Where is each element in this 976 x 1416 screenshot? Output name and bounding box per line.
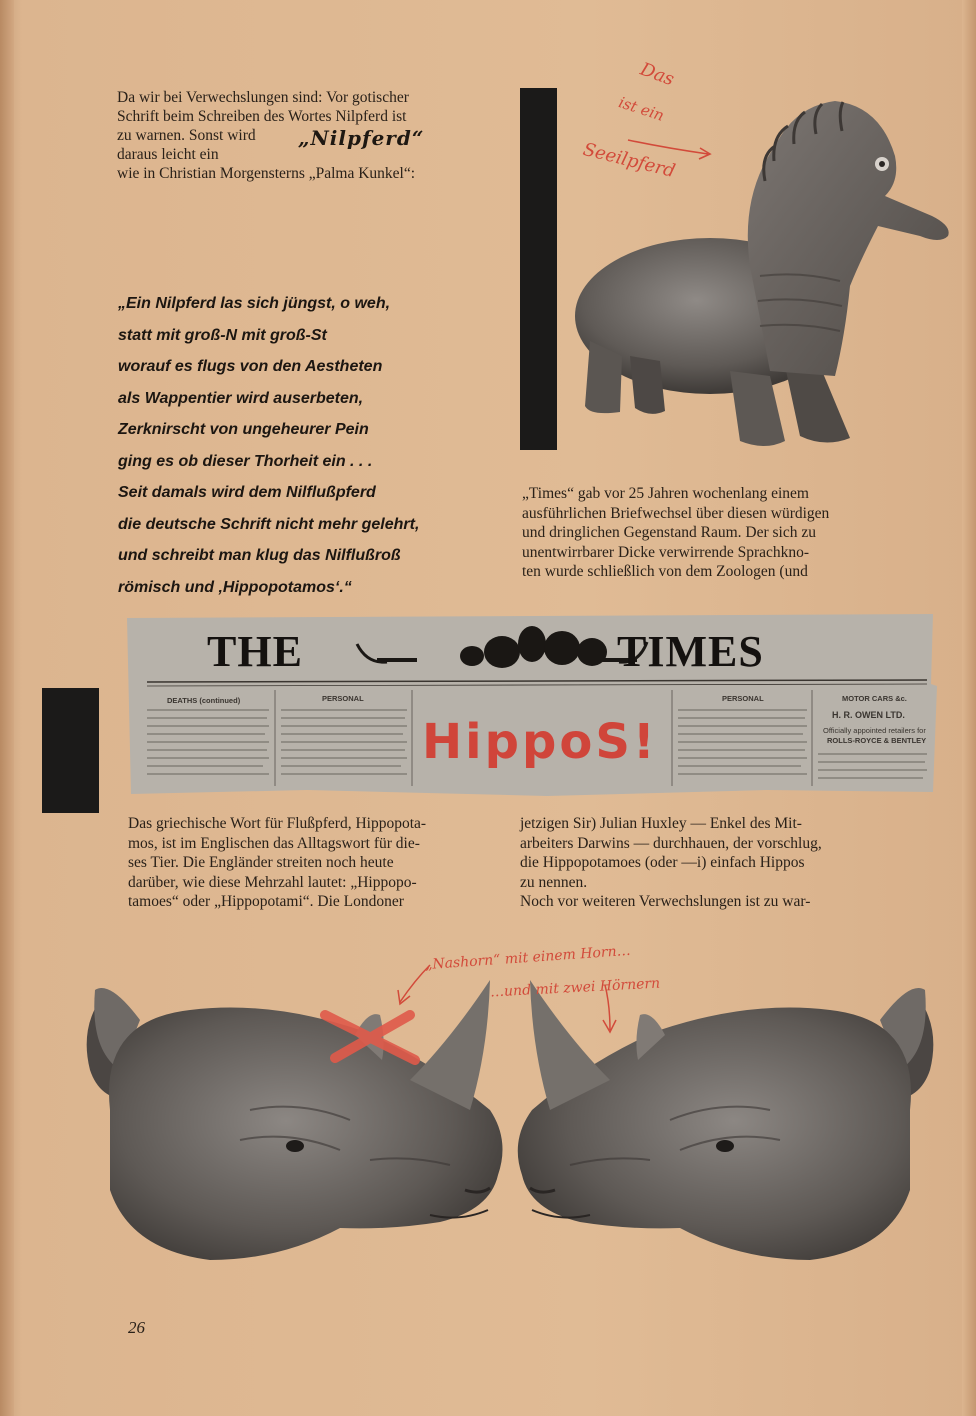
annotation-arrow [626,134,716,164]
poem-line: „Ein Nilpferd las sich jüngst, o weh, [118,295,391,312]
text-line: ausführlichen Briefwechsel über diesen würdigen [522,504,830,522]
intro-line: Schrift beim Schreiben des Wortes Nilpferd ist [117,108,407,125]
intro-line: wie in Christian Morgensterns „Palma Kunkel“: [117,165,416,182]
rhino-heads-photo [70,960,950,1270]
poem-line: und schreibt man klug das Nilflußroß [118,547,401,564]
owen-sub-label: Officially appointed retailers for [823,726,926,735]
page-edge-left [0,0,14,1416]
intro-line: Da wir bei Verwechslungen sind: Vor gotischer [117,89,409,106]
bottom-right-column-text [520,814,904,912]
annotation-line: Das [637,58,677,91]
seahorse-annotation [578,58,708,204]
poem-line: statt mit groß-N mit groß-St [118,326,327,344]
text-line: „Times“ gab vor 25 Jahren wochenlang einem [522,485,809,502]
rhino-two-horns [518,980,934,1260]
annotation-line: Seeilpferd [580,138,678,183]
page-edge-right [962,0,976,1416]
text-line: ses Tier. Die Engländer streiten noch heute [128,854,394,871]
bottom-left-column-text [128,814,502,912]
poem-line: römisch und ‚Hippopotamos‘.“ [118,578,352,596]
personal-label: PERSONAL [722,694,764,703]
motor-cars-label: MOTOR CARS &c. [842,694,907,703]
hippos-headline: HippoS! [422,714,658,770]
times-newspaper-clipping [127,614,937,796]
text-line: ten wurde schließlich von dem Zoologen (und [522,563,808,580]
rhino-one-horn [87,980,503,1260]
page-number: 26 [128,1318,145,1337]
right-column-text [522,484,904,582]
times-title-right: TIMES [617,627,764,676]
poem-line: Seit damals wird dem Nilflußpferd [118,484,376,501]
deaths-label: DEATHS (continued) [167,696,241,705]
text-line: unentwirrbarer Dicke verwirrende Sprachkno- [522,543,810,561]
text-line: Noch vor weiteren Verwechslungen ist zu war- [520,893,811,910]
rhino-annotation-two-horns: …und mit zwei Hörnern [489,975,661,1001]
text-line: arbeiters Darwins — durchhauen, der vorschlug, [520,834,822,852]
black-bar-top [520,88,557,450]
text-line: und dringlichen Gegenstand Raum. Der sich zu [522,524,816,541]
poem-line: als Wappentier wird auserbeten, [118,389,364,407]
annotation-line: ist ein [616,93,667,125]
text-line: tamoes“ oder „Hippopotami“. Die Londoner [128,893,404,910]
poem-line: Zerknirscht von ungeheurer Pein [118,421,369,438]
text-line: Das griechische Wort für Flußpferd, Hippopota- [128,815,427,832]
gothic-script-word: „Nilpferd“ [298,126,425,150]
poem-quote [118,288,498,603]
owen-label: H. R. OWEN LTD. [832,710,905,720]
poem-line: die deutsche Schrift nicht mehr gelehrt, [118,515,420,533]
intro-line: daraus leicht ein [117,146,219,163]
times-title-left: THE [207,627,303,676]
black-bar-middle [42,688,99,813]
intro-line: zu warnen. Sonst wird [117,127,256,144]
text-line: zu nennen. [520,873,588,891]
poem-line: ging es ob dieser Thorheit ein . . . [118,452,373,470]
text-line: die Hippopotamoes (oder —i) einfach Hippos [520,854,805,871]
owen-sub-label: ROLLS-ROYCE & BENTLEY [827,736,927,745]
text-line: darüber, wie diese Mehrzahl lautet: „Hippopo- [128,873,417,891]
text-line: mos, ist im Englischen das Alltagswort für die- [128,834,420,852]
rhino-annotation-one-horn: „Nashorn“ mit einem Horn… [424,942,632,974]
personal-label: PERSONAL [322,694,364,703]
poem-line: worauf es flugs von den Aestheten [118,358,383,375]
text-line: jetzigen Sir) Julian Huxley — Enkel des Mit- [520,815,802,832]
